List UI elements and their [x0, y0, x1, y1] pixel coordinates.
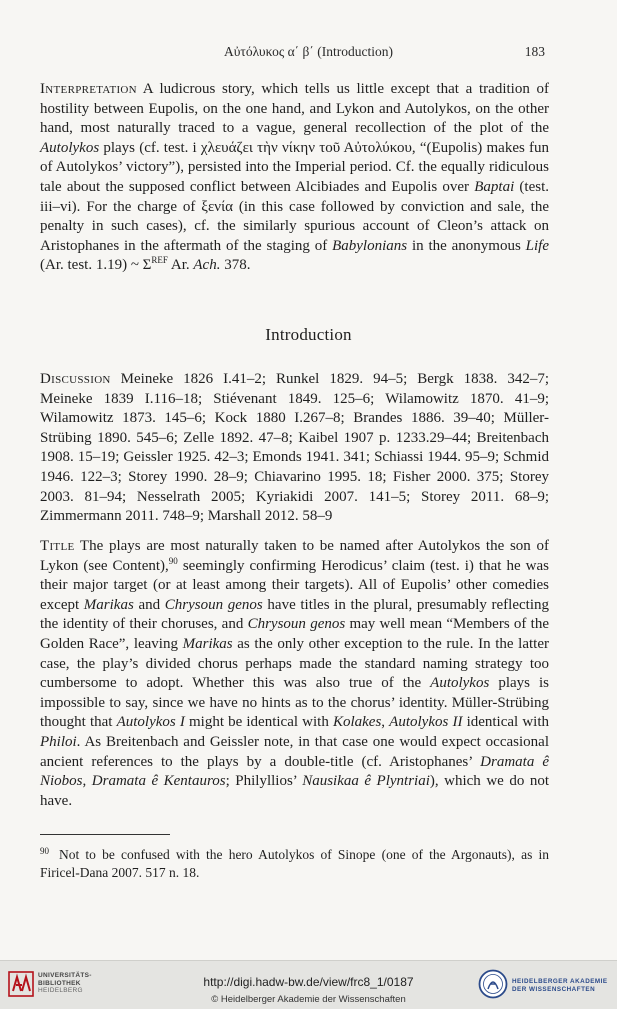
- library-name-line: HEIDELBERG: [38, 987, 83, 994]
- italic-title: Nausikaa ê Plyntriai: [302, 773, 430, 790]
- text-run: might be identical with: [184, 714, 333, 731]
- italic-title: Philoi: [40, 733, 77, 750]
- text-run: ), which we do not have.: [40, 773, 550, 809]
- discussion-paragraph: [40, 370, 549, 527]
- digitization-footer-bar: [0, 960, 617, 1009]
- italic-title: Dramata ê Kentauros: [91, 773, 226, 790]
- superscript: REF: [151, 255, 168, 266]
- italic-title: Autolykos: [40, 139, 100, 156]
- academy-name-line: DER WISSENSCHAFTEN: [512, 986, 596, 993]
- text-run: A ludicrous story, which tells us little except that a tradition of hostility between Eupolis, on the one hand, and Lykon and Autolykos, on the other hand, most naturally traced to a vague, general recollection of the plot of the: [40, 81, 549, 137]
- italic-title: Marikas: [83, 596, 134, 613]
- academy-name: [512, 978, 608, 994]
- italic-title: Chrysoun genos: [247, 616, 346, 633]
- library-name-line: BIBLIOTHEK: [38, 979, 81, 987]
- footnote-mark: 90: [40, 845, 49, 856]
- interpretation-paragraph: [40, 80, 549, 276]
- italic-title: Autolykos I: [116, 714, 185, 731]
- italic-title: Kolakes: [332, 714, 382, 731]
- text-run: plays is impossible to say, since we have no hints as to the chorus’ identity. Müller-Strübing thought that: [40, 675, 549, 731]
- text-run: identical with: [462, 714, 549, 731]
- italic-title: Marikas: [182, 635, 233, 652]
- academy-seal-icon[interactable]: [478, 969, 508, 999]
- text-run: may well mean “Members of the Golden Race”, leaving: [40, 616, 550, 652]
- permalink-url[interactable]: http://digi.hadw-bw.de/view/frc8_1/0187: [203, 975, 414, 989]
- text-run: plays (cf. test. i χλευάζει τὴν νίκην τοῦ Αὐτολύκου, “(Eupolis) makes fun of Autolykos’ victory”), persisted into the Imperial period. Cf. the equally ridiculous tale about the supposed conflict between Alcibiades and Eupolis over: [40, 139, 549, 195]
- italic-title: Autolykos II: [389, 714, 463, 731]
- text-run: ,: [381, 714, 390, 731]
- text-run: and: [133, 596, 165, 613]
- text-run: Ar.: [167, 257, 194, 274]
- text-run: The plays are most naturally taken to be named after Autolykos the son of Lykon (see Content),: [40, 538, 549, 574]
- library-name-line: UNIVERSITÄTS-: [38, 972, 92, 979]
- italic-title: Dramata ê Niobos: [40, 753, 549, 790]
- italic-title: Baptai: [474, 178, 515, 195]
- text-run: (Ar. test. 1.19) ~ Σ: [40, 257, 152, 274]
- copyright-notice: © Heidelberger Akademie der Wissenschaften: [211, 994, 406, 1005]
- title-paragraph: [40, 537, 549, 811]
- bibliography-list: Meineke 1826 I.41–2; Runkel 1829. 94–5; Bergk 1838. 342–7; Meineke 1839 I.116–18; Stiévenant 1849. 125–6; Wilamowitz 1870. 41–9; Wilamowitz 1873. 145–6; Kock 1880 I.267–8; Brandes 1886. 39–40; Müller-Strübing 1890. 545–6; Zelle 1892. 47–8; Kaibel 1907 p. 1233.29–44; Breitenbach 1908. 15–19; Geissler 1925. 42–3; Emonds 1941. 341; Schiassi 1944. 95–9; Schmid 1946. 122–3; Storey 1990. 28–9; Chiavarino 1995. 18; Fisher 2000. 375; Storey 2003. 81–94; Nesselrath 2005; Kyriakidi 2007. 141–5; Storey 2011. 68–9; Zimmermann 2011. 748–9; Marshall 2012. 58–9: [40, 371, 549, 525]
- text-run: ,: [82, 773, 92, 790]
- discussion-label: Discussion: [40, 371, 111, 387]
- text-run: seemingly confirming Herodicus’ claim (test. i) that he was their major target (or at least among their targets). All of Eupolis’ other comedies except: [40, 557, 549, 613]
- italic-title: Ach.: [193, 257, 221, 274]
- text-run: 378.: [220, 257, 251, 274]
- footnote-reference[interactable]: 90: [168, 555, 178, 566]
- text-run: in the anonymous: [407, 237, 526, 254]
- title-label: Title: [40, 538, 75, 554]
- text-run: . As Breitenbach and Geissler note, in that case one would expect occasional ancient references to the plays by a double-title (cf. Aristophanes’: [40, 733, 549, 770]
- italic-title: Babylonians: [332, 237, 408, 254]
- footnote: [40, 846, 549, 882]
- academy-name-line: HEIDELBERGER AKADEMIE: [512, 978, 608, 985]
- interpretation-label: Interpretation: [40, 81, 137, 97]
- text-run: (test. iii–vi). For the charge of ξενία (in this case followed by conviction and sale, the penalty in such cases), cf. the similarly spurious account of Cleon’s attack on Aristophanes in the aftermath of the staging of: [40, 178, 549, 254]
- text-run: as the only other exception to the rule. In the latter case, the play’s divided chorus perhaps made the standard naming strategy too cumbersome to adopt. Whether this was also true of the: [40, 635, 549, 692]
- footnote-text: Not to be confused with the hero Autolykos of Sinope (one of the Argonauts), as in Firicel-Dana 2007. 517 n. 18.: [40, 847, 549, 880]
- italic-title: Life: [525, 237, 550, 254]
- text-run: ; Philyllios’: [225, 773, 303, 790]
- footnote-divider: [40, 834, 170, 835]
- section-title: Introduction: [265, 325, 352, 344]
- text-run: have titles in the plural, presumably reflecting the identity of their choruses, and: [40, 596, 549, 633]
- italic-title: Autolykos: [430, 675, 490, 692]
- italic-title: Chrysoun genos: [164, 596, 263, 613]
- page-number: 183: [524, 44, 545, 59]
- running-head: Αὐτόλυκος α΄ β΄ (Introduction): [224, 44, 393, 59]
